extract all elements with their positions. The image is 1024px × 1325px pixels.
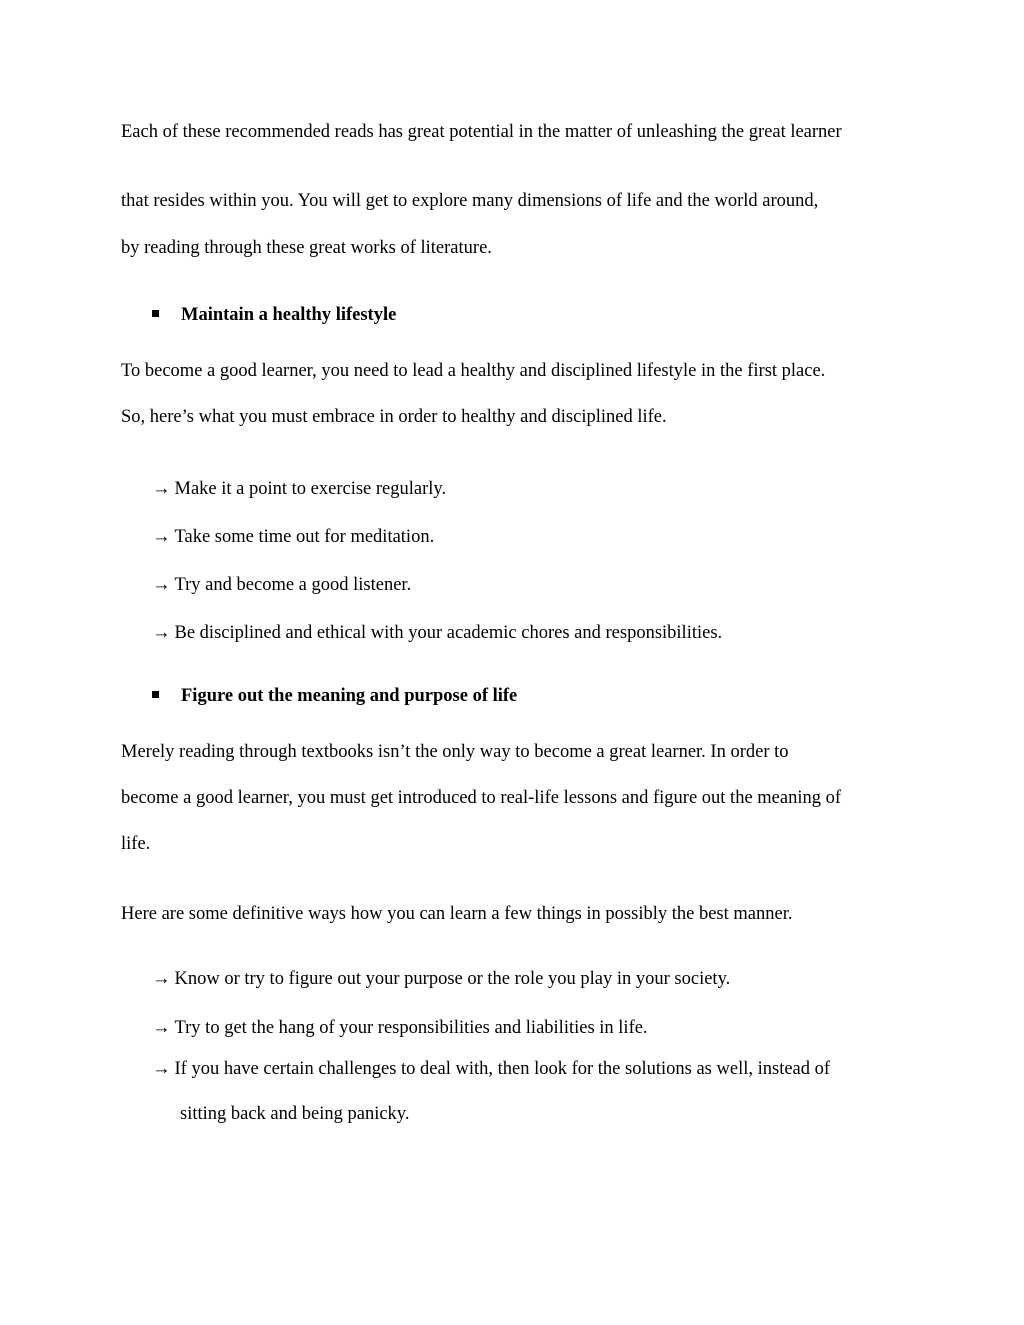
right-arrow-icon: →	[152, 623, 171, 643]
list-item	[152, 1060, 830, 1079]
right-arrow-icon: →	[152, 969, 171, 989]
list-item-text: Know or try to figure out your purpose or the role you play in your society.	[174, 969, 731, 989]
list-item	[152, 576, 411, 595]
intro-line-2: that resides within you. You will get to explore many dimensions of life and the world around,	[121, 191, 819, 211]
heading-text: Figure out the meaning and purpose of life	[181, 686, 518, 706]
section1-para-2: So, here’s what you must embrace in order to healthy and disciplined life.	[121, 407, 667, 427]
section1-para-1: To become a good learner, you need to lead a healthy and disciplined lifestyle in the first place.	[121, 361, 826, 381]
right-arrow-icon: →	[152, 575, 171, 595]
section2-para-3: life.	[121, 834, 151, 854]
intro-line-3: by reading through these great works of literature.	[121, 238, 492, 258]
section2-para-4: Here are some definitive ways how you can learn a few things in possibly the best manner.	[121, 904, 793, 924]
right-arrow-icon: →	[152, 479, 171, 499]
list-item	[152, 1019, 648, 1038]
section-heading-healthy-lifestyle	[152, 306, 396, 325]
list-item-text: If you have certain challenges to deal with, then look for the solutions as well, instead of	[174, 1059, 831, 1079]
list-item	[152, 528, 434, 547]
section2-para-1: Merely reading through textbooks isn’t the only way to become a great learner. In order to	[121, 742, 789, 762]
list-item-text: Make it a point to exercise regularly.	[174, 479, 447, 499]
list-item-text: Take some time out for meditation.	[174, 527, 435, 547]
section2-para-2: become a good learner, you must get introduced to real-life lessons and figure out the meaning of	[121, 788, 842, 808]
list-item-text: Try and become a good listener.	[174, 575, 412, 595]
list-item-text: Try to get the hang of your responsibilities and liabilities in life.	[174, 1018, 648, 1038]
right-arrow-icon: →	[152, 1059, 171, 1079]
square-bullet-icon	[152, 691, 159, 698]
list-item	[152, 970, 730, 989]
right-arrow-icon: →	[152, 527, 171, 547]
heading-text: Maintain a healthy lifestyle	[181, 305, 397, 325]
square-bullet-icon	[152, 310, 159, 317]
list-item	[152, 480, 446, 499]
intro-line-1: Each of these recommended reads has great potential in the matter of unleashing the great learner	[121, 122, 842, 142]
right-arrow-icon: →	[152, 1018, 171, 1038]
list-item-continuation: sitting back and being panicky.	[180, 1104, 410, 1124]
list-item-text: Be disciplined and ethical with your academic chores and responsibilities.	[174, 623, 723, 643]
section-heading-meaning-purpose	[152, 687, 517, 706]
list-item	[152, 624, 722, 643]
